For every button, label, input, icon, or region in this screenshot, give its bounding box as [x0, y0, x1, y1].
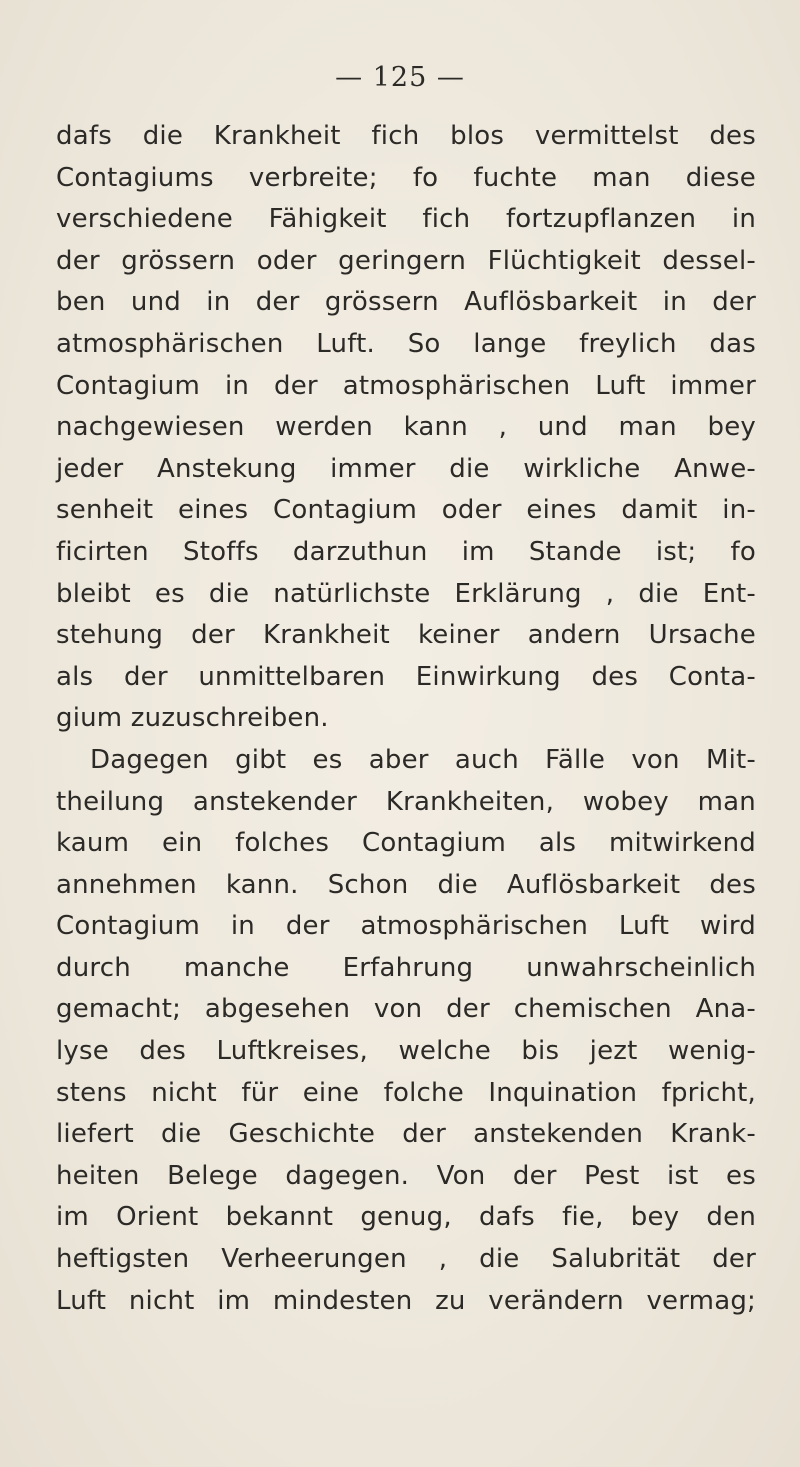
text-line: heftigsten Verheerungen , die Salubrität der [56, 1244, 756, 1275]
text-line: im Orient bekannt genug, dafs fie, bey den [56, 1202, 756, 1233]
text-line: Contagiums verbreite; fo fuchte man diese [56, 162, 756, 193]
text-line: lyse des Luftkreises, welche bis jezt wenig- [56, 1036, 756, 1067]
text-line: als der unmittelbaren Einwirkung des Conta- [56, 661, 756, 692]
page-number-header: — 125 — [335, 62, 465, 93]
text-line-paragraph-end: gium zuzuschreiben. [56, 703, 329, 734]
text-line: Luft nicht im mindesten zu verändern vermag; [56, 1285, 756, 1316]
text-line: ficirten Stoffs darzuthun im Stande ist; fo [56, 536, 756, 567]
text-line: Contagium in der atmosphärischen Luft immer [56, 370, 756, 401]
text-line: bleibt es die natürlichste Erklärung , die Ent- [56, 578, 756, 609]
text-line: liefert die Geschichte der anstekenden Krank- [56, 1119, 756, 1150]
text-line: gemacht; abgesehen von der chemischen Ana- [56, 994, 756, 1025]
text-line: nachgewiesen werden kann , und man bey [56, 412, 756, 443]
text-line: heiten Belege dagegen. Von der Pest ist es [56, 1160, 756, 1191]
text-line: senheit eines Contagium oder eines damit in- [56, 495, 756, 526]
text-line: theilung anstekender Krankheiten, wobey man [56, 786, 756, 817]
text-line: verschiedene Fähigkeit fich fortzupflanzen in [56, 204, 756, 235]
body-text [56, 116, 756, 1322]
text-line-paragraph-start: Dagegen gibt es aber auch Fälle von Mit- [90, 744, 756, 775]
text-line: kaum ein folches Contagium als mitwirkend [56, 828, 756, 859]
text-line: durch manche Erfahrung unwahrscheinlich [56, 952, 756, 983]
text-line: annehmen kann. Schon die Auflösbarkeit des [56, 869, 756, 900]
text-line: der grössern oder geringern Flüchtigkeit dessel- [56, 245, 756, 276]
text-line: dafs die Krankheit fich blos vermittelst des [56, 121, 756, 151]
text-line: Contagium in der atmosphärischen Luft wird [56, 911, 756, 942]
text-line: ben und in der grössern Auflösbarkeit in der [56, 287, 756, 318]
text-line: atmosphärischen Luft. So lange freylich das [56, 328, 756, 359]
text-line: stehung der Krankheit keiner andern Ursache [56, 620, 756, 651]
text-line: jeder Anstekung immer die wirkliche Anwe- [56, 453, 756, 484]
text-line: stens nicht für eine folche Inquination fpricht, [56, 1077, 756, 1108]
